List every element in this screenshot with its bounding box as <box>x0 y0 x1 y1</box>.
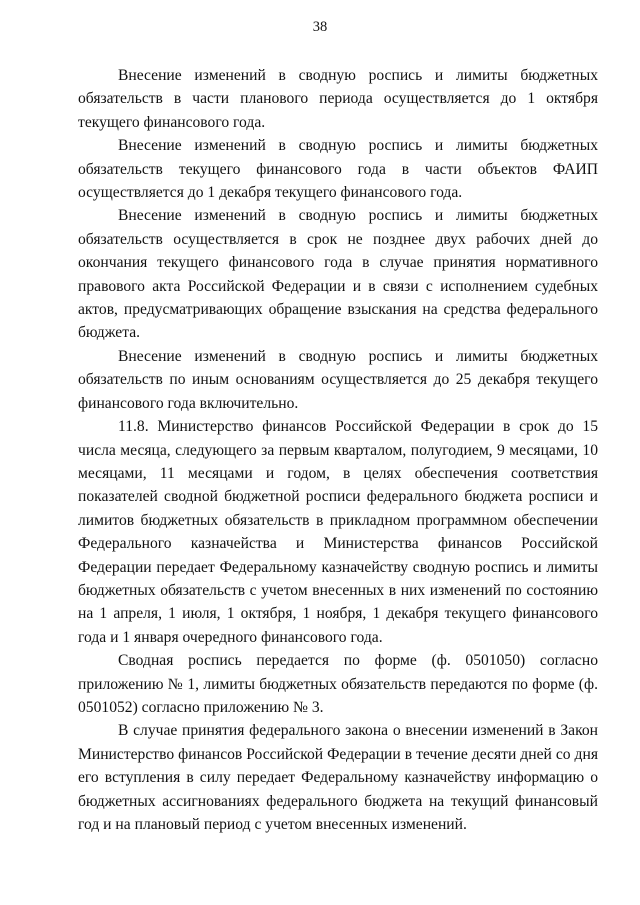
paragraph-year-end-changes: Внесение изменений в сводную роспись и лимиты бюджетных обязательств осуществляется в срок не позднее двух рабочих дней до окончания текущего финансового года в случае принятия нормативного правового акта Российской Федерации и в связи с исполнением судебных актов, предусматривающих обращение взыскания на средства федерального бюджета. <box>78 207 598 342</box>
paragraph-forms-reference: Сводная роспись передается по форме (ф. 0501050) согласно приложению № 1, лимиты бюджетных обязательств передаются по форме (ф. 0501052) согласно приложению № 3. <box>78 652 598 716</box>
paragraph-faip-deadline: Внесение изменений в сводную роспись и лимиты бюджетных обязательств текущего финансового года в части объектов ФАИП осуществляется до 1 декабря текущего финансового года. <box>78 137 598 202</box>
document-body <box>78 64 598 836</box>
paragraph-planning-period-deadline: Внесение изменений в сводную роспись и лимиты бюджетных обязательств в части планового периода осуществляется до 1 октября текущего финансового года. <box>78 67 598 131</box>
paragraph-other-grounds-deadline: Внесение изменений в сводную роспись и лимиты бюджетных обязательств по иным основаниям осуществляется до 25 декабря текущего финансового года включительно. <box>78 347 598 412</box>
paragraph-11-8: 11.8. Министерство финансов Российской Федерации в срок до 15 числа месяца, следующего за первым кварталом, полугодием, 9 месяцами, 10 месяцами, 11 месяцами и годом, в целях обеспечения соответствия показателей сводной бюджетной росписи федерального бюджета росписи и лимитов бюджетных обязательств в прикладном программном обеспечении Федерального казначейства и Министерства финансов Российской Федерации передает Федеральному казначейству сводную роспись и лимиты бюджетных обязательств с учетом внесенных в них изменений по состоянию на 1 апреля, 1 июля, 1 октября, 1 ноября, 1 декабря текущего финансового года и 1 января очередного финансового года. <box>78 418 598 646</box>
page-number: 38 <box>312 19 328 35</box>
paragraph-federal-law-changes: В случае принятия федерального закона о внесении изменений в Закон Министерство финансов Российской Федерации в течение десяти дней со дня его вступления в силу передает Федеральному казначейству информацию о бюджетных ассигнованиях федерального бюджета на текущий финансовый год и на плановый период с учетом внесенных изменений. <box>78 722 598 833</box>
